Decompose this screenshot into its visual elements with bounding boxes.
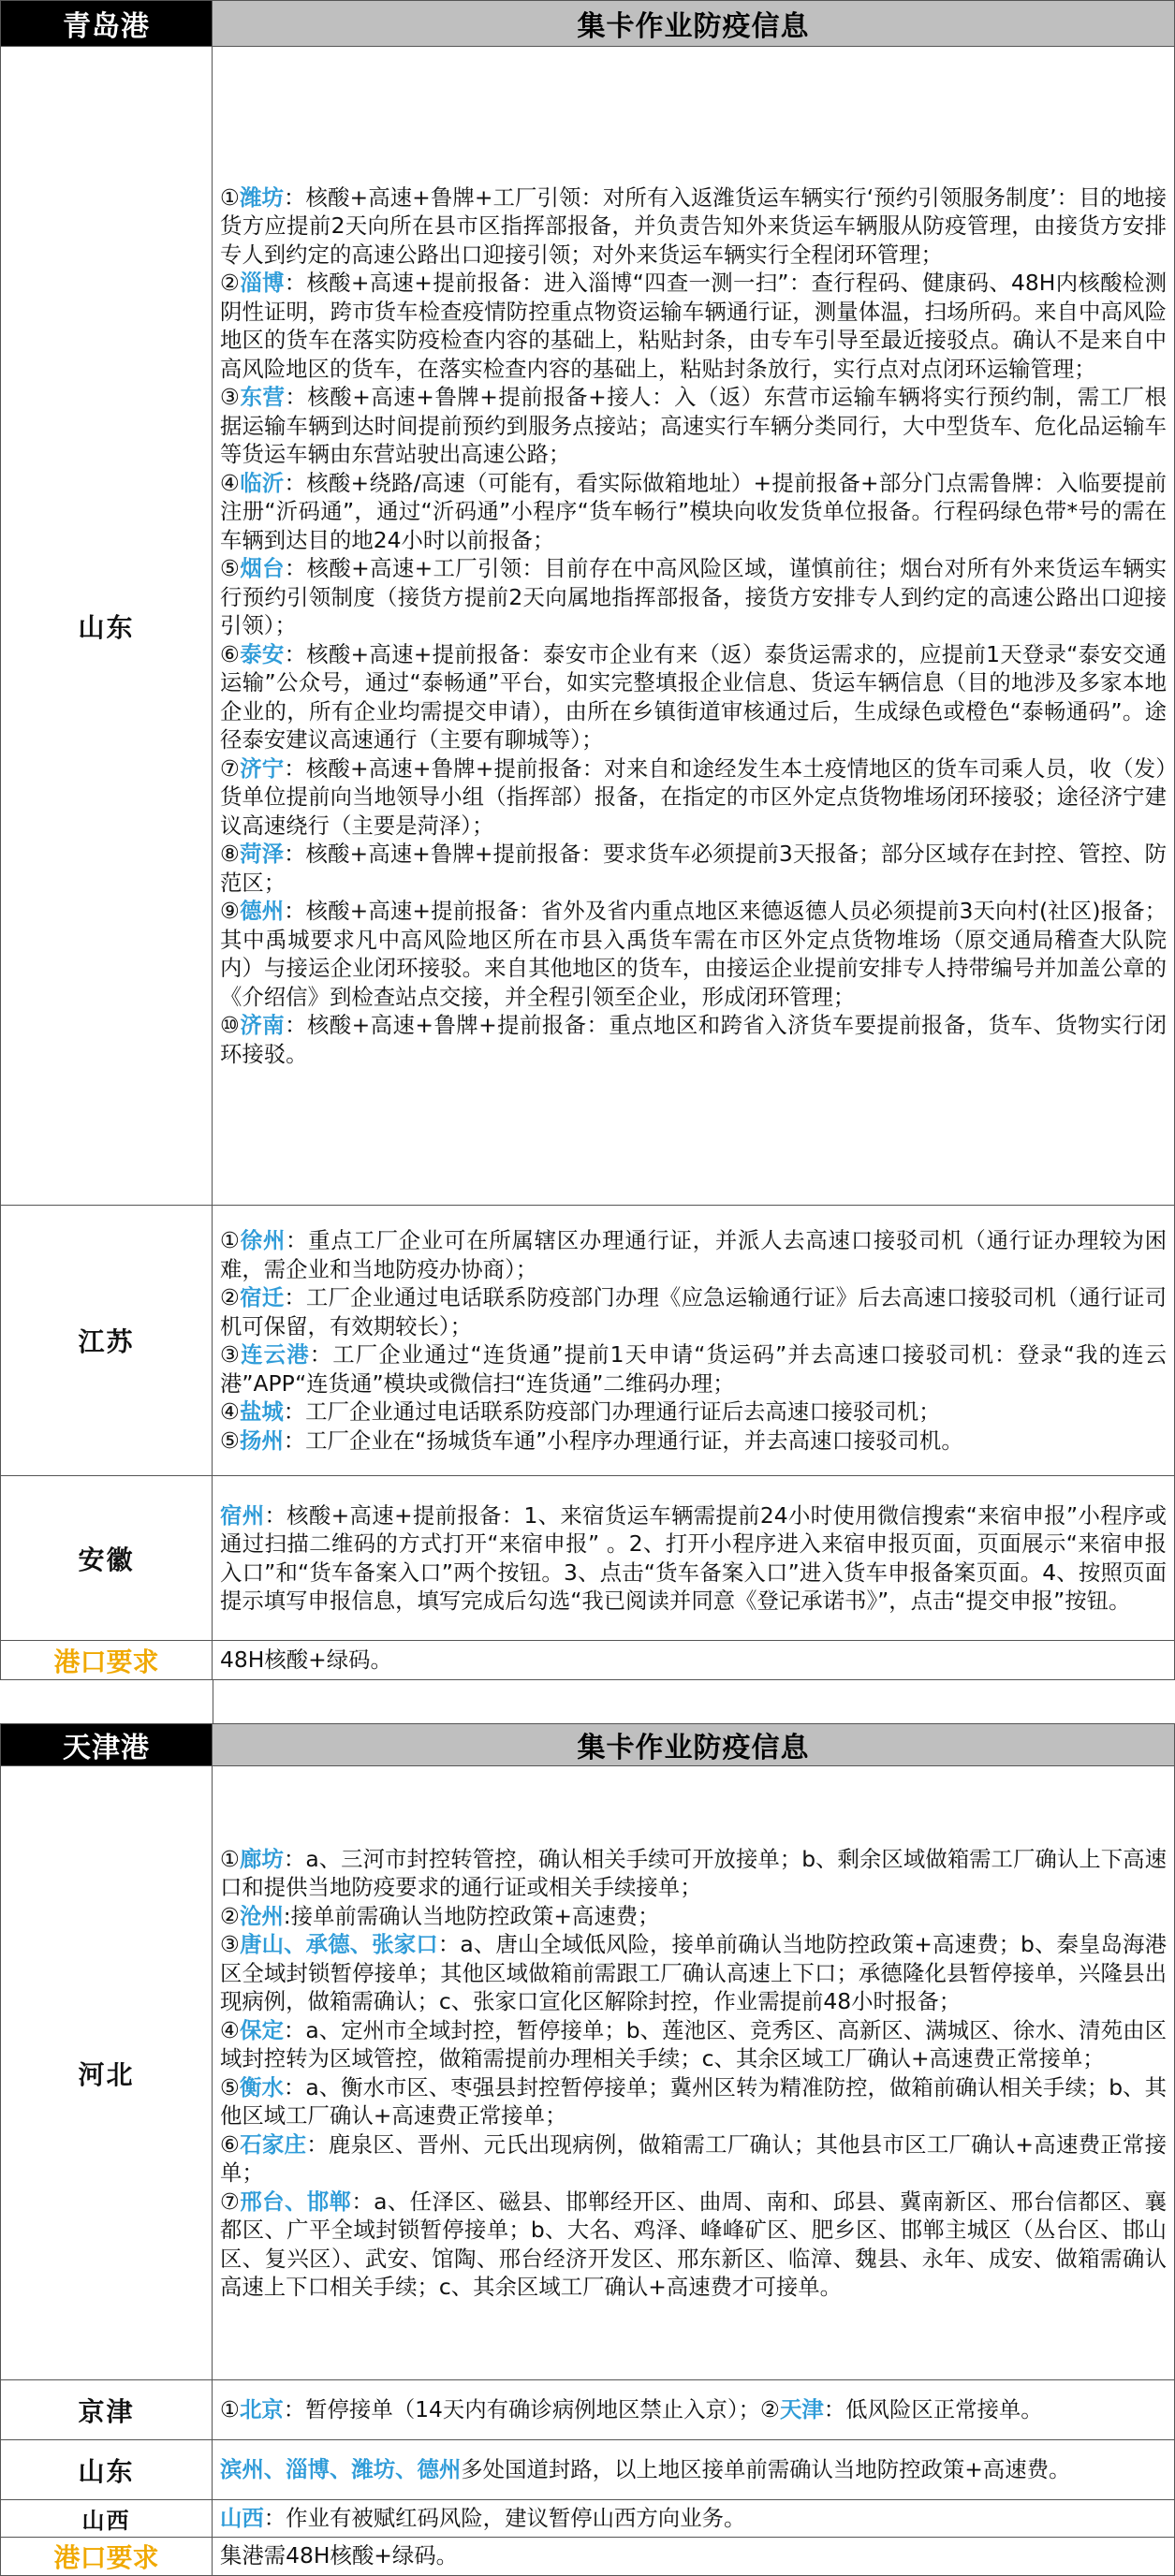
region-name: 安徽 — [1, 1476, 213, 1641]
entry-text: ：核酸+高速+鲁牌+工厂引领：对所有入返潍货运车辆实行‘预约引领服务制度’：目的地接货方应提前2天向所在县市区指挥部报备，并负责告知外来货运车辆服从防疫管理，由接货方安排专人到约定的高速公路出口迎接引领；对外来货运车辆实行全程闭环管理； — [220, 183, 1167, 268]
city-name: 东营 — [240, 384, 286, 411]
info-entry — [220, 2396, 760, 2422]
entry-number: ④ — [220, 1398, 240, 1425]
entry-text: ：暂停接单（14天内有确诊病例地区禁止入京）； — [283, 2396, 761, 2423]
table-gap — [0, 1680, 1175, 1723]
info-entry — [220, 1226, 1167, 1283]
region-row — [1, 47, 1175, 1206]
info-entry — [220, 2073, 1167, 2130]
city-name: 保定 — [240, 2016, 284, 2043]
entry-text: ：核酸+高速+鲁牌+提前报备+接人：入（返）东营市运输车辆将实行预约制，需工厂根据运输车辆到达时间提前预约到服务点接站；高速实行车辆分类同行，大中型货车、危化品运输车等货运车辆由东营站驶出高速公路； — [220, 384, 1167, 468]
entry-number: ⑤ — [220, 2073, 241, 2100]
entry-number: ② — [220, 1284, 241, 1310]
info-entry — [220, 383, 1167, 469]
info-entry — [220, 897, 1167, 1011]
entry-number: ② — [220, 1902, 240, 1929]
info-entry — [220, 840, 1167, 897]
entry-text: ：鹿泉区、晋州、元氏出现病例，做箱需工厂确认；其他县市区工厂确认+高速费正常接单； — [220, 2130, 1167, 2186]
port-requirement-row — [1, 2537, 1175, 2575]
entry-number: ① — [220, 1227, 241, 1253]
port-name-qingdao: 青岛港 — [1, 1, 213, 47]
region-info — [213, 1766, 1175, 2380]
entry-number: ① — [220, 1845, 241, 1872]
info-entry — [760, 2396, 1043, 2422]
city-name: 唐山、承德、张家口 — [240, 1931, 438, 1957]
entry-number: ④ — [220, 469, 241, 496]
city-name: 临沂 — [240, 469, 285, 496]
entry-number: ⑩ — [220, 1012, 241, 1039]
region-name: 河北 — [1, 1766, 213, 2380]
city-name: 宿州 — [220, 1501, 265, 1529]
city-name: 山西 — [220, 2505, 264, 2531]
info-entry — [220, 1930, 1167, 2016]
city-name: 廊坊 — [240, 1845, 284, 1872]
qingdao-header-row — [1, 1, 1175, 47]
region-name: 山东 — [1, 47, 213, 1206]
city-name: 邢台、邯郸 — [240, 2188, 352, 2215]
entry-number: ⑦ — [220, 2188, 241, 2215]
entry-text: ：核酸+高速+提前报备：泰安市企业有来（返）泰货运需求的，应提前1天登录“泰安交通运输”公众号，通过“泰畅通”平台，如实完整填报企业信息、货运车辆信息（目的地涉及多家本地企业的，所有企业均需提交申请），由所在乡镇街道审核通过后，生成绿色或橙色“泰畅通码”。途径泰安建议高速通行（主要有聊城等）； — [220, 640, 1167, 754]
entry-number: ③ — [220, 1341, 242, 1368]
entry-number: ⑧ — [220, 841, 241, 868]
region-info — [213, 2440, 1175, 2500]
region-row — [1, 1766, 1175, 2380]
entry-text: ：a、三河市封控转管控，确认相关手续可开放接单；b、剩余区域做箱需工厂确认上下高速口和提供当地防疫要求的通行证或相关手续接单； — [220, 1845, 1167, 1900]
entry-text: ：工厂企业通过“连货通”提前1天申请“货运码”并去高速口接驳司机：登录“我的连云港”APP“连货通”模块或微信扫“连货通”二维码办理； — [220, 1341, 1168, 1397]
entry-number: ① — [220, 183, 241, 211]
region-row — [1, 2500, 1175, 2538]
header-title-qingdao: 集卡作业防疫信息 — [213, 1, 1175, 47]
entry-number: ⑦ — [220, 754, 241, 782]
info-entry — [220, 554, 1167, 640]
info-entry — [220, 1340, 1167, 1398]
info-entry — [220, 1011, 1167, 1068]
city-name: 衡水 — [240, 2073, 284, 2100]
entry-number: ⑨ — [220, 898, 241, 925]
entry-text: ：重点工厂企业可在所属辖区办理通行证，并派人去高速口接驳司机（通行证办理较为困难，需企业和当地防疫办协商）； — [220, 1227, 1167, 1282]
region-info — [213, 1206, 1175, 1476]
port-requirement-label: 港口要求 — [1, 1641, 213, 1680]
entry-text: ：工厂企业通过电话联系防疫部门办理通行证后去高速口接驳司机； — [283, 1398, 941, 1425]
info-entry — [220, 1902, 1167, 1931]
entry-number: ④ — [220, 2016, 241, 2043]
city-name: 德州 — [240, 898, 285, 925]
region-name: 江苏 — [1, 1206, 213, 1476]
entry-text: ：a、衡水市区、枣强县封控暂停接单；冀州区转为精准防控，做箱前确认相关手续；b、其他区域工厂确认+高速费正常接单； — [220, 2073, 1167, 2129]
region-row — [1, 2380, 1175, 2440]
entry-number: ⑥ — [220, 2130, 241, 2158]
region-info — [213, 1476, 1175, 1641]
entry-number: ① — [220, 2396, 240, 2423]
info-entry — [220, 1845, 1167, 1902]
city-name: 沧州 — [239, 1902, 284, 1929]
region-info — [213, 47, 1175, 1206]
city-name: 济南 — [240, 1012, 286, 1039]
city-name: 盐城 — [239, 1398, 284, 1425]
port-requirement-label: 港口要求 — [1, 2537, 213, 2575]
info-entry — [220, 2188, 1167, 2302]
port-requirement-text: 48H核酸+绿码。 — [213, 1641, 1175, 1680]
info-entry — [220, 640, 1167, 754]
info-entry — [220, 2016, 1167, 2073]
region-name: 山西 — [1, 2500, 213, 2538]
port-requirement-row — [1, 1641, 1175, 1680]
entry-text: ：a、定州市全域封控，暂停接单；b、莲池区、竞秀区、高新区、满城区、徐水、清苑由区域封控转为区域管控，做箱需提前办理相关手续；c、其余区域工厂确认+高速费正常接单； — [220, 2016, 1167, 2071]
city-name: 石家庄 — [240, 2130, 307, 2158]
entry-number: ② — [760, 2396, 781, 2423]
entry-text: ：低风险区正常接单。 — [823, 2396, 1043, 2423]
tianjin-header-row — [1, 1724, 1175, 1766]
city-name: 连云港 — [241, 1341, 310, 1368]
city-name: 滨州、淄博、潍坊、德州 — [220, 2456, 462, 2483]
entry-number: ⑤ — [220, 555, 241, 582]
info-entry — [220, 1398, 1167, 1427]
region-info — [213, 2380, 1175, 2440]
info-entry — [220, 469, 1167, 555]
entry-text: ：核酸+高速+鲁牌+提前报备：要求货车必须提前3天报备；部分区域存在封控、管控、防范区； — [220, 841, 1167, 896]
city-name: 天津 — [780, 2396, 824, 2423]
entry-text: ：核酸+绕路/高速（可能有，看实际做箱地址）+提前报备+部分门点需鲁牌：入临要提前注册“沂码通”，通过“沂码通”小程序“货车畅行”模块向收发货单位报备。行程码绿色带*号的需在车辆到达目的地24小时以前报备； — [220, 469, 1167, 553]
entry-text: ：核酸+高速+工厂引领：目前存在中高风险区域，谨慎前往；烟台对所有外来货运车辆实行预约引领制度（接货方提前2天向属地指挥部报备，接货方安排专人到约定的高速公路出口迎接引领）； — [220, 555, 1167, 639]
info-entry — [220, 1427, 1167, 1456]
entry-text: ：a、任泽区、磁县、邯郸经开区、曲周、南和、邱县、冀南新区、邢台信都区、襄都区、广平全域封锁暂停接单；b、大名、鸡泽、峰峰矿区、肥乡区、邯郸主城区（丛台区、邯山区、复兴区）、武安、馆陶、邢台经济开发区、邢东新区、临漳、魏县、永年、成安、做箱需确认高速上下口相关手续；c、其余区域工厂确认+高速费才可接单。 — [220, 2188, 1167, 2300]
info-entry — [220, 2130, 1167, 2188]
city-name: 淄博 — [240, 270, 285, 297]
entry-text: ：工厂企业在“扬城货车通”小程序办理通行证，并去高速口接驳司机。 — [283, 1427, 963, 1454]
city-name: 菏泽 — [240, 841, 285, 868]
entry-number: ③ — [220, 1931, 241, 1957]
port-name-tianjin: 天津港 — [1, 1724, 213, 1766]
region-info — [213, 2500, 1175, 2538]
entry-text: ：核酸+高速+鲁牌+提前报备：重点地区和跨省入济货车要提前报备，货车、货物实行闭环接驳。 — [220, 1012, 1167, 1067]
entry-text: ：核酸+高速+提前报备：进入淄博“四查一测一扫”：查行程码、健康码、48H内核酸检测阴性证明，跨市货车检查疫情防控重点物资运输车辆通行证，测量体温，扫场所码。来自中高风险地区的货车在落实防疫检查内容的基础上，粘贴封条，由专车引导至最近接驳点。确认不是来自中高风险地区的货车，在落实检查内容的基础上，粘贴封条放行，实行点对点闭环运输管理； — [220, 270, 1167, 382]
info-entry — [220, 1501, 1167, 1616]
entry-number: ⑤ — [220, 1427, 240, 1454]
city-name: 徐州 — [240, 1227, 286, 1253]
entry-text: ：核酸+高速+提前报备：省外及省内重点地区来德返德人员必须提前3天向村(社区)报备；其中禹城要求凡中高风险地区所在市县入禹货车需在市区外定点货物堆场（原交通局稽查大队院内）与接运企业闭环接驳。来自其他地区的货车，由接运企业提前安排专人持带编号并加盖公章的《介绍信》到检查站点交接，并全程引领至企业，形成闭环管理； — [220, 898, 1167, 1010]
entry-text: ：a、唐山全域低风险，接单前确认当地防控政策+高速费；b、秦皇岛海港区全域封锁暂停接单；其他区域做箱前需跟工厂确认高速上下口；承德隆化县暂停接单，兴隆县出现病例，做箱需确认；c、张家口宣化区解除封控，作业需提前48小时报备； — [220, 1931, 1167, 2014]
info-entry — [220, 269, 1167, 383]
entry-text: ：核酸+高速+鲁牌+提前报备：对来自和途经发生本土疫情地区的货车司乘人员，收（发）货单位提前向当地领导小组（指挥部）报备，在指定的市区外定点货物堆场闭环接驳；途径济宁建议高速绕行（主要是菏泽）； — [220, 754, 1167, 839]
info-entry — [220, 183, 1167, 270]
region-row — [1, 2440, 1175, 2500]
info-entry — [220, 2504, 1167, 2533]
entry-text: ：工厂企业通过电话联系防疫部门办理《应急运输通行证》后去高速口接驳司机（通行证司机可保留，有效期较长）； — [220, 1284, 1167, 1339]
city-name: 宿迁 — [240, 1284, 285, 1310]
tianjin-table — [0, 1723, 1175, 2576]
info-entry — [220, 754, 1167, 841]
port-requirement-text: 集港需48H核酸+绿码。 — [213, 2537, 1175, 2575]
entry-text: 多处国道封路，以上地区接单前需确认当地防控政策+高速费。 — [461, 2456, 1071, 2483]
entry-number: ⑥ — [220, 640, 241, 667]
city-name: 北京 — [239, 2396, 284, 2423]
entry-number: ② — [220, 270, 241, 297]
header-title-tianjin: 集卡作业防疫信息 — [213, 1724, 1175, 1766]
city-name: 扬州 — [239, 1427, 284, 1454]
city-name: 潍坊 — [240, 183, 285, 211]
entry-text: ：作业有被赋红码风险，建议暂停山西方向业务。 — [263, 2505, 746, 2531]
city-name: 泰安 — [240, 640, 285, 667]
info-entry — [220, 1283, 1167, 1340]
region-name: 京津 — [1, 2380, 213, 2440]
city-name: 烟台 — [240, 555, 285, 582]
region-row — [1, 1206, 1175, 1476]
entry-text: :接单前需确认当地防控政策+高速费； — [283, 1902, 660, 1929]
city-name: 济宁 — [240, 754, 285, 782]
entry-text: ：核酸+高速+提前报备：1、来宿货运车辆需提前24小时使用微信搜索“来宿申报”小程序或通过扫描二维码的方式打开“来宿申报” 。2、打开小程序进入来宿申报页面，页面展示“来宿申报入口”和“货车备案入口”两个按钮。3、点击“货车备案入口”进入货车申报备案页面。4、按照页面提示填写申报信息，填写完成后勾选“我已阅读并同意《登记承诺书》”，点击“提交申报”按钮。 — [220, 1501, 1167, 1614]
region-name: 山东 — [1, 2440, 213, 2500]
entry-number: ③ — [220, 384, 241, 411]
region-row — [1, 1476, 1175, 1641]
info-entry — [220, 2455, 1167, 2484]
